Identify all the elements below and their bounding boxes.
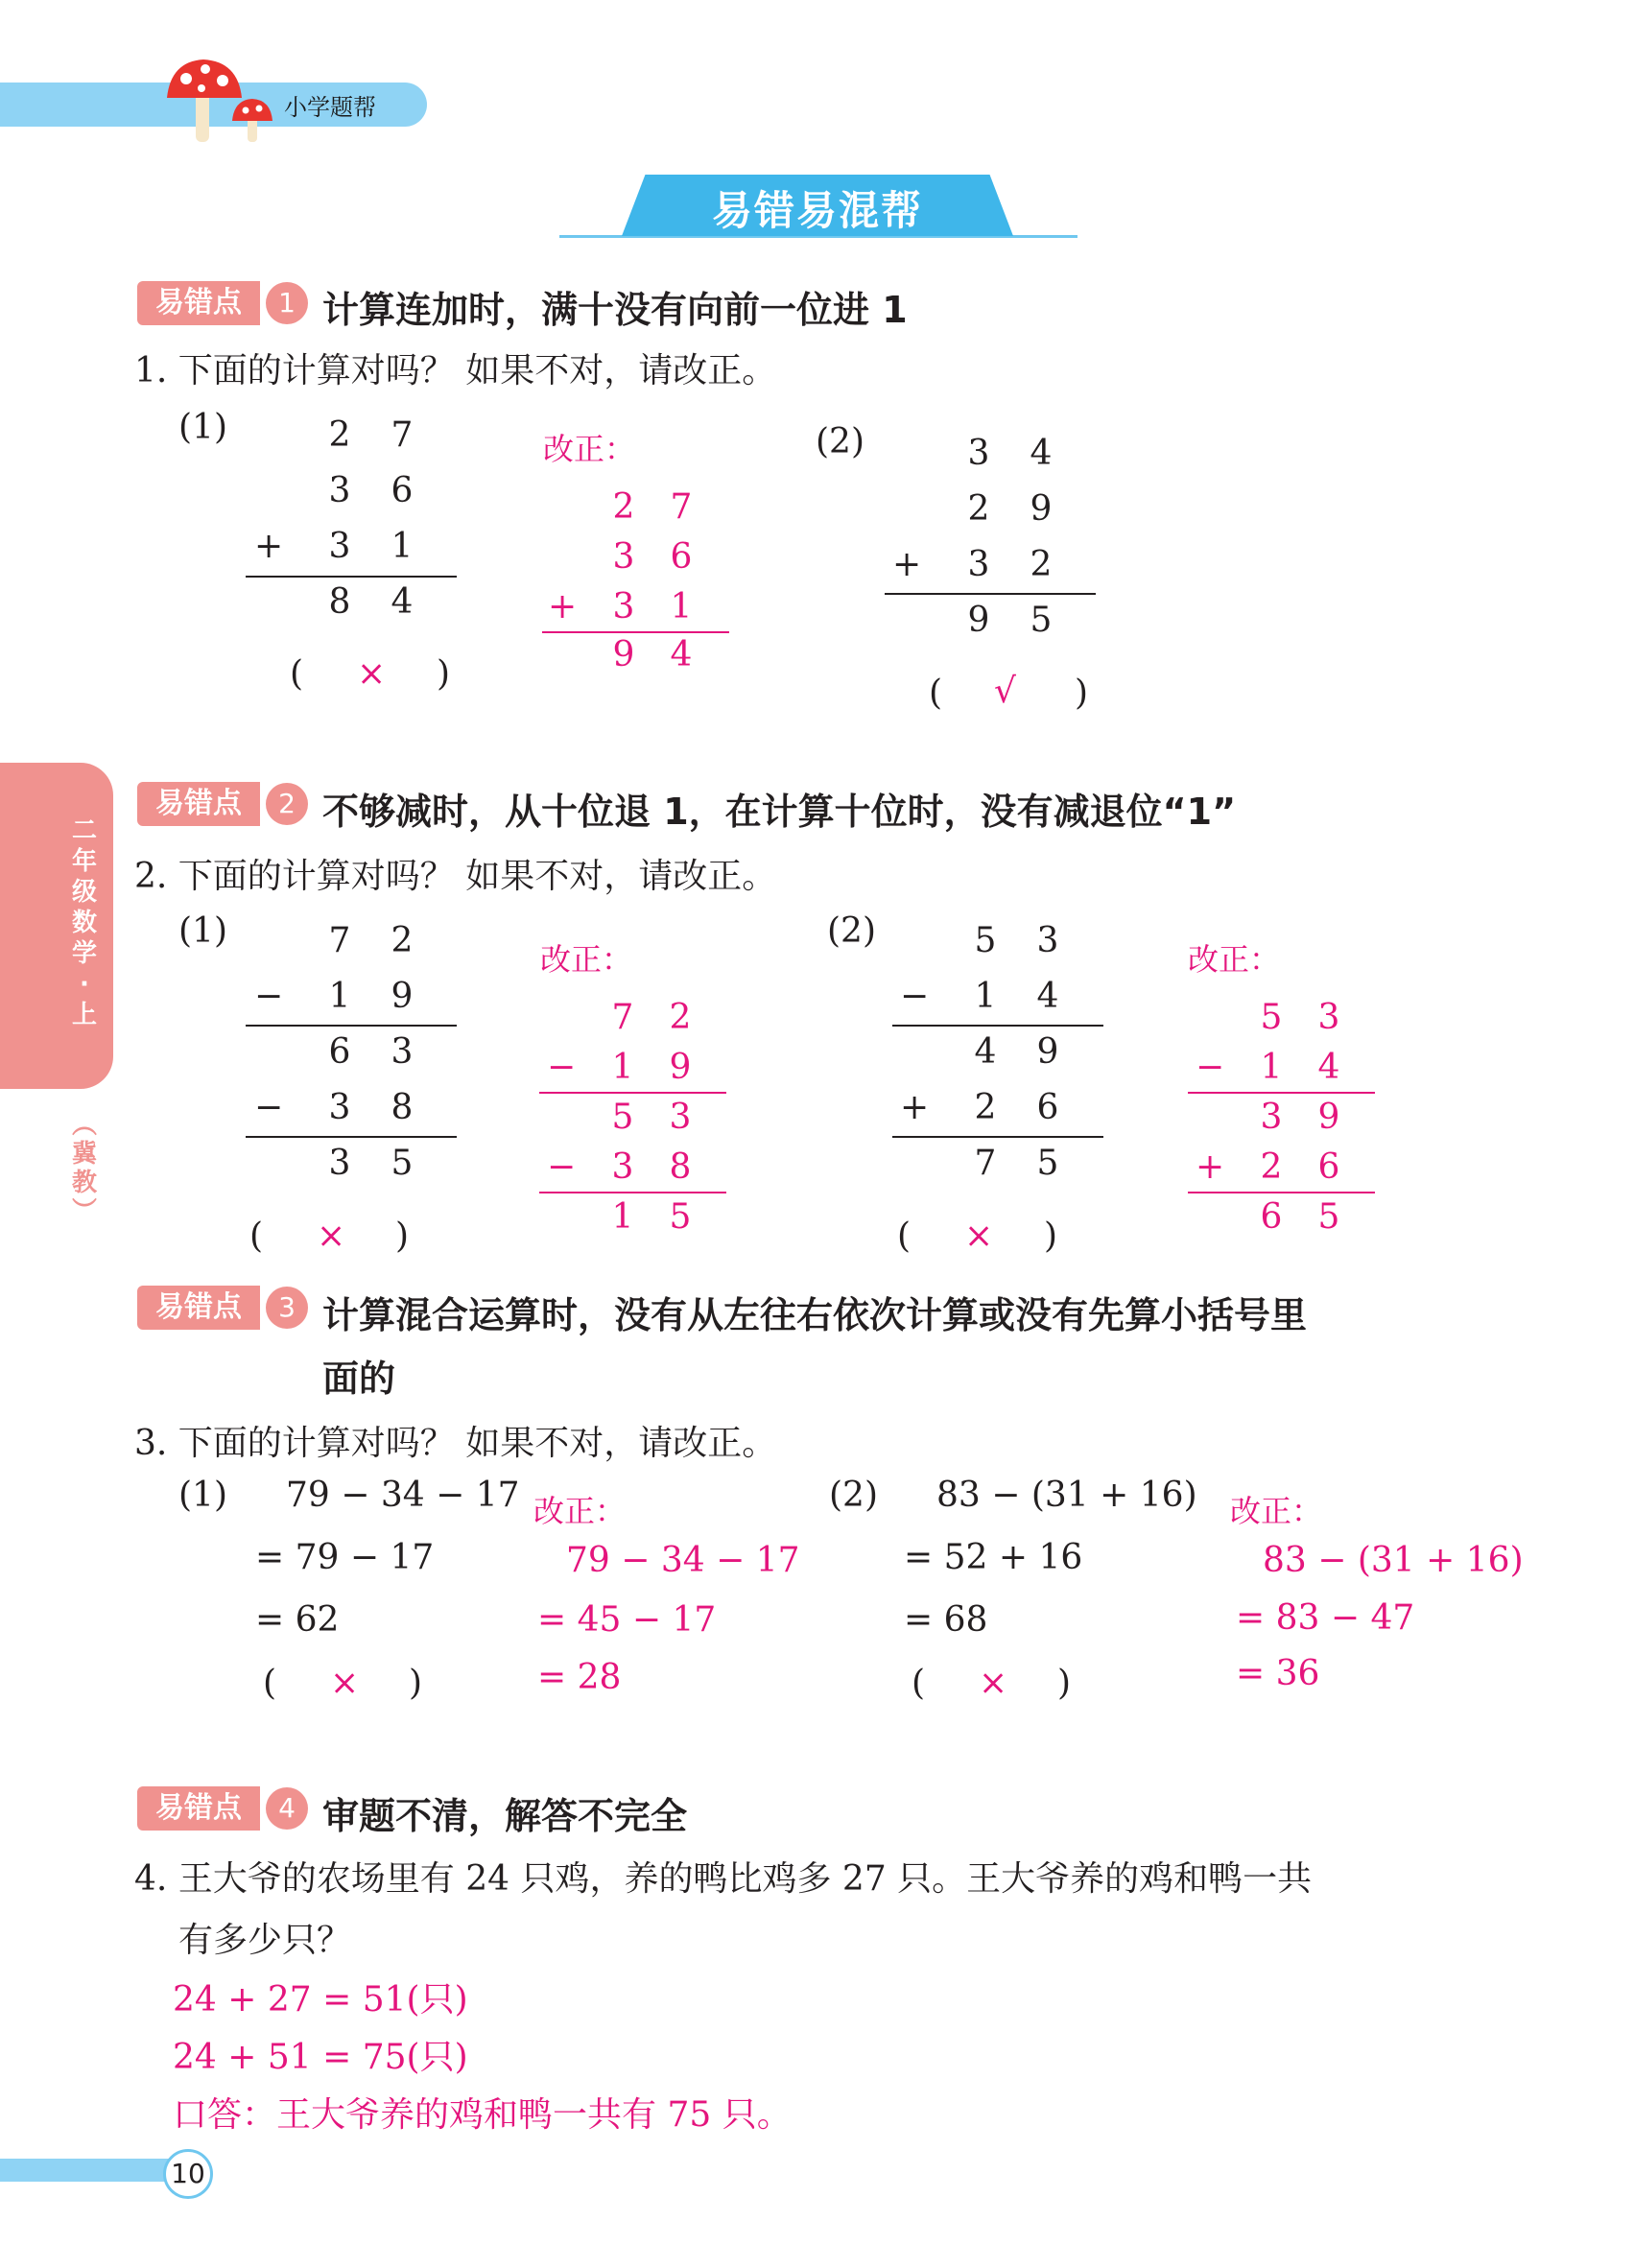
digit: 8 xyxy=(328,582,351,622)
digit: 3 xyxy=(328,471,351,510)
answer-bracket-open: ( xyxy=(263,1664,277,1703)
fix-diff-line xyxy=(539,1192,726,1193)
digit: 7 xyxy=(328,921,351,960)
sum-line xyxy=(246,576,457,578)
digit: 5 xyxy=(1317,1197,1340,1237)
fix-diff-line xyxy=(1188,1092,1375,1094)
digit: 3 xyxy=(967,434,990,473)
operator: + xyxy=(892,545,922,584)
digit: 4 xyxy=(974,1032,997,1072)
answer-bracket-open: ( xyxy=(249,1217,264,1256)
digit: 3 xyxy=(1036,921,1059,960)
question-1-prompt: 1. 下面的计算对吗？ 如果不对，请改正。 xyxy=(134,351,777,390)
q3-part2-fix-label: 改正： xyxy=(1230,1493,1323,1529)
digit: 4 xyxy=(1036,977,1059,1016)
sum-line xyxy=(892,1136,1103,1138)
q3-part2-step2: = 68 xyxy=(904,1600,988,1640)
q4-answer-step2: 24 + 51 = 75(只) xyxy=(173,2038,468,2077)
diff-line xyxy=(892,1025,1103,1027)
digit: 6 xyxy=(328,1032,351,1072)
section-2-title: 不够减时，从十位退 1，在计算十位时，没有减退位“1” xyxy=(322,791,1237,833)
digit: 6 xyxy=(1260,1197,1283,1237)
q3-part1-label: (1) xyxy=(178,1476,227,1515)
operator: + xyxy=(254,527,284,566)
q3-part1-expr: 79 − 34 − 17 xyxy=(286,1476,520,1515)
q3-part2-expr: 83 − (31 + 16) xyxy=(936,1476,1197,1515)
digit: 5 xyxy=(1036,1144,1059,1183)
digit: 8 xyxy=(391,1088,414,1127)
q3-part1-fix-label: 改正： xyxy=(533,1493,627,1529)
question-4-prompt-line1: 4. 王大爷的农场里有 24 只鸡，养的鸭比鸡多 27 只。王大爷养的鸡和鸭一共 xyxy=(134,1859,1313,1899)
q2-part2-verdict: × xyxy=(964,1217,994,1256)
digit: 9 xyxy=(669,1048,692,1087)
q3-part2-fix-step2: = 36 xyxy=(1236,1654,1320,1693)
mushroom-icon xyxy=(163,56,278,147)
digit: 1 xyxy=(670,587,693,626)
answer-bracket-close: ) xyxy=(409,1664,423,1703)
digit: 3 xyxy=(967,545,990,584)
digit: 6 xyxy=(1317,1147,1340,1187)
page-number: 10 xyxy=(163,2149,213,2199)
q3-part2-fix-expr: 83 − (31 + 16) xyxy=(1263,1541,1524,1580)
digit: 1 xyxy=(328,977,351,1016)
q1-part1-label: (1) xyxy=(178,408,227,447)
operator: + xyxy=(1196,1147,1225,1187)
digit: 7 xyxy=(974,1144,997,1183)
digit: 4 xyxy=(1317,1048,1340,1087)
digit: 9 xyxy=(1036,1032,1059,1072)
brand-label: 小学题帮 xyxy=(284,94,376,121)
digit: 3 xyxy=(1317,998,1340,1037)
answer-bracket-open: ( xyxy=(290,654,304,694)
operator: − xyxy=(547,1147,577,1187)
digit: 1 xyxy=(1260,1048,1283,1087)
digit: 1 xyxy=(391,527,414,566)
section-3-title-line1: 计算混合运算时，没有从左往右依次计算或没有先算小括号里 xyxy=(322,1294,1308,1336)
digit: 7 xyxy=(611,998,634,1037)
operator: − xyxy=(547,1048,577,1087)
diff-line xyxy=(246,1136,457,1138)
digit: 4 xyxy=(391,582,414,622)
digit: 1 xyxy=(611,1197,634,1237)
operator: + xyxy=(900,1088,930,1127)
side-edition-label: ︵ 冀 教 ︶ xyxy=(71,1111,97,1226)
q3-part2-verdict: × xyxy=(979,1664,1008,1703)
digit: 7 xyxy=(670,487,693,527)
digit: 9 xyxy=(967,601,990,640)
q2-part1-label: (1) xyxy=(178,911,227,951)
diff-line xyxy=(246,1025,457,1027)
q3-part1-fix-step1: = 45 − 17 xyxy=(537,1600,717,1640)
q1-part1-verdict: × xyxy=(357,654,387,694)
q2-part1-fix-label: 改正： xyxy=(540,941,633,978)
q2-part1-verdict: × xyxy=(317,1217,346,1256)
section-4-title: 审题不清，解答不完全 xyxy=(322,1795,688,1837)
banner-title: 易错易混帮 xyxy=(711,187,923,234)
question-2-prompt: 2. 下面的计算对吗？ 如果不对，请改正。 xyxy=(134,857,777,896)
q3-part1-step1: = 79 − 17 xyxy=(255,1538,435,1577)
operator: − xyxy=(900,977,930,1016)
q2-part2-fix-label: 改正： xyxy=(1188,941,1281,978)
q3-part1-verdict: × xyxy=(330,1664,360,1703)
digit: 3 xyxy=(328,1144,351,1183)
section-1-title: 计算连加时，满十没有向前一位进 1 xyxy=(322,289,908,331)
digit: 6 xyxy=(391,471,414,510)
digit: 3 xyxy=(1260,1098,1283,1137)
q3-part2-step1: = 52 + 16 xyxy=(904,1538,1083,1577)
digit: 3 xyxy=(612,537,635,577)
digit: 9 xyxy=(1030,489,1053,529)
digit: 2 xyxy=(1260,1147,1283,1187)
side-grade-label: 二 年 级 数 学 · 上 xyxy=(71,816,97,1029)
digit: 8 xyxy=(669,1147,692,1187)
fix-diff-line xyxy=(539,1092,726,1094)
fix-sum-line xyxy=(542,631,729,633)
q4-oral-answer: 口答：王大爷养的鸡和鸭一共有 75 只。 xyxy=(173,2095,792,2135)
digit: 9 xyxy=(612,635,635,674)
digit: 2 xyxy=(967,489,990,529)
digit: 6 xyxy=(1036,1088,1059,1127)
section-3-title-line2: 面的 xyxy=(322,1358,396,1400)
digit: 3 xyxy=(669,1098,692,1137)
q1-part1-fix-label: 改正： xyxy=(543,431,636,467)
digit: 2 xyxy=(391,921,414,960)
operator: + xyxy=(548,587,578,626)
digit: 3 xyxy=(328,1088,351,1127)
question-4-prompt-line2: 有多少只？ xyxy=(178,1921,352,1960)
digit: 9 xyxy=(391,977,414,1016)
digit: 3 xyxy=(612,587,635,626)
q3-part2-label: (2) xyxy=(829,1476,878,1515)
answer-bracket-close: ) xyxy=(395,1217,410,1256)
digit: 9 xyxy=(1317,1098,1340,1137)
digit: 2 xyxy=(328,415,351,455)
digit: 1 xyxy=(611,1048,634,1087)
q1-part2-label: (2) xyxy=(816,422,864,461)
q3-part1-fix-expr: 79 − 34 − 17 xyxy=(566,1541,800,1580)
footer-bar xyxy=(0,2159,178,2182)
digit: 5 xyxy=(1030,601,1053,640)
digit: 5 xyxy=(974,921,997,960)
digit: 5 xyxy=(391,1144,414,1183)
q4-answer-step1: 24 + 27 = 51(只) xyxy=(173,1980,468,2020)
operator: − xyxy=(254,1088,284,1127)
digit: 3 xyxy=(611,1147,634,1187)
q2-part2-label: (2) xyxy=(827,911,876,951)
q1-part2-verdict: √ xyxy=(994,672,1016,711)
digit: 2 xyxy=(974,1088,997,1127)
q3-part1-step2: = 62 xyxy=(255,1600,340,1640)
digit: 1 xyxy=(974,977,997,1016)
fix-sum-line xyxy=(1188,1192,1375,1193)
digit: 2 xyxy=(612,487,635,527)
answer-bracket-close: ) xyxy=(437,654,451,694)
digit: 7 xyxy=(391,415,414,455)
digit: 5 xyxy=(669,1197,692,1237)
q3-part2-fix-step1: = 83 − 47 xyxy=(1236,1598,1415,1638)
answer-bracket-open: ( xyxy=(929,673,943,713)
operator: − xyxy=(254,977,284,1016)
digit: 3 xyxy=(328,527,351,566)
question-3-prompt: 3. 下面的计算对吗？ 如果不对，请改正。 xyxy=(134,1424,777,1463)
operator: − xyxy=(1196,1048,1225,1087)
answer-bracket-open: ( xyxy=(897,1217,912,1256)
digit: 4 xyxy=(670,635,693,674)
digit: 2 xyxy=(1030,545,1053,584)
q3-part1-fix-step2: = 28 xyxy=(537,1658,622,1697)
answer-bracket-open: ( xyxy=(912,1664,926,1703)
digit: 6 xyxy=(670,537,693,577)
digit: 4 xyxy=(1030,434,1053,473)
answer-bracket-close: ) xyxy=(1044,1217,1058,1256)
sum-line xyxy=(885,593,1096,595)
answer-bracket-close: ) xyxy=(1057,1664,1072,1703)
digit: 5 xyxy=(611,1098,634,1137)
digit: 5 xyxy=(1260,998,1283,1037)
answer-bracket-close: ) xyxy=(1075,673,1089,713)
digit: 2 xyxy=(669,998,692,1037)
digit: 3 xyxy=(391,1032,414,1072)
